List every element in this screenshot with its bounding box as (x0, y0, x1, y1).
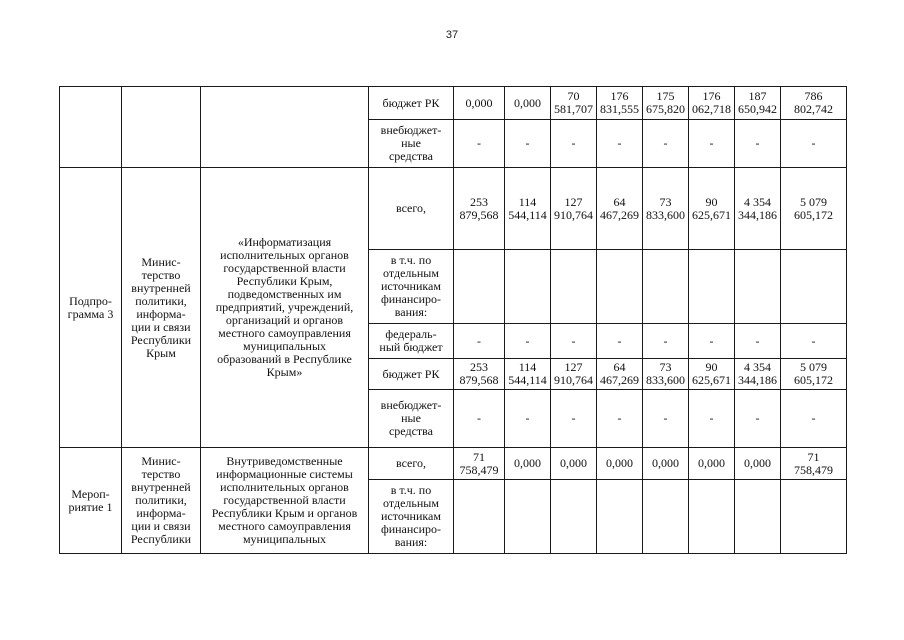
value-cell: 253 879,568 (454, 359, 505, 390)
value-cell: - (643, 390, 689, 448)
value-cell: 5 079 605,172 (781, 359, 847, 390)
value-cell: 5 079 605,172 (781, 168, 847, 250)
value-cell: - (505, 390, 551, 448)
value-cell: 71 758,479 (454, 448, 505, 480)
value-cell (551, 480, 597, 554)
value-cell: - (781, 390, 847, 448)
cell-empty (122, 87, 201, 168)
value-cell (643, 480, 689, 554)
subprogram-title: «Информатизация исполнительных органов государственной власти Республики Крым, подведомственных им предприятий, учреждений, организаций и органов местного самоуправления муниципальных образований в Республике Крым» (201, 168, 369, 448)
value-cell (643, 250, 689, 324)
table-row (60, 448, 847, 480)
value-cell: - (781, 324, 847, 359)
value-cell: - (597, 324, 643, 359)
row-label: бюджет РК (369, 87, 454, 120)
value-cell: 0,000 (454, 87, 505, 120)
value-cell: 253 879,568 (454, 168, 505, 250)
value-cell: 90 625,671 (689, 359, 735, 390)
cell-empty (201, 87, 369, 168)
value-cell: - (454, 324, 505, 359)
page-number: 37 (445, 29, 459, 41)
value-cell: 0,000 (551, 448, 597, 480)
value-cell: 0,000 (597, 448, 643, 480)
row-label: внебюджет- ные средства (369, 390, 454, 448)
row-label: федераль- ный бюджет (369, 324, 454, 359)
value-cell: 4 354 344,186 (735, 359, 781, 390)
row-label: внебюджет- ные средства (369, 120, 454, 168)
subprogram-name: Подпро- грамма 3 (60, 168, 122, 448)
value-cell: 175 675,820 (643, 87, 689, 120)
value-cell: - (551, 390, 597, 448)
value-cell: 127 910,764 (551, 359, 597, 390)
value-cell: 73 833,600 (643, 168, 689, 250)
value-cell: - (689, 120, 735, 168)
value-cell: - (505, 324, 551, 359)
value-cell: 90 625,671 (689, 168, 735, 250)
value-cell (689, 480, 735, 554)
value-cell (597, 480, 643, 554)
value-cell: 71 758,479 (781, 448, 847, 480)
value-cell: 127 910,764 (551, 168, 597, 250)
value-cell (781, 480, 847, 554)
value-cell (781, 250, 847, 324)
value-cell: 64 467,269 (597, 168, 643, 250)
value-cell: 176 062,718 (689, 87, 735, 120)
value-cell: 114 544,114 (505, 168, 551, 250)
value-cell: - (735, 324, 781, 359)
value-cell: 0,000 (505, 448, 551, 480)
value-cell (505, 250, 551, 324)
value-cell: 187 650,942 (735, 87, 781, 120)
row-label: в т.ч. по отдельным источникам финансиро- вания: (369, 250, 454, 324)
value-cell: 0,000 (689, 448, 735, 480)
subprogram-executor: Минис- терство внутренней политики, информа- ции и связи Республики Крым (122, 168, 201, 448)
value-cell (597, 250, 643, 324)
value-cell (454, 480, 505, 554)
row-label: в т.ч. по отдельным источникам финансиро- вания: (369, 480, 454, 554)
value-cell: - (689, 324, 735, 359)
cell-empty (60, 87, 122, 168)
budget-table (59, 86, 847, 554)
value-cell: 114 544,114 (505, 359, 551, 390)
table-row (60, 87, 847, 120)
value-cell: - (643, 324, 689, 359)
value-cell (735, 480, 781, 554)
value-cell: - (597, 120, 643, 168)
table-row (60, 168, 847, 250)
value-cell: 64 467,269 (597, 359, 643, 390)
value-cell (735, 250, 781, 324)
row-label: всего, (369, 448, 454, 480)
value-cell: - (689, 390, 735, 448)
value-cell (505, 480, 551, 554)
value-cell (454, 250, 505, 324)
value-cell: 786 802,742 (781, 87, 847, 120)
value-cell: - (454, 390, 505, 448)
measure-name: Мероп- риятие 1 (60, 448, 122, 554)
row-label: бюджет РК (369, 359, 454, 390)
value-cell: - (551, 324, 597, 359)
measure-title: Внутриведомственные информационные системы исполнительных органов государственной власти Республики Крым и органов местного самоуправления муниципальных (201, 448, 369, 554)
value-cell: 4 354 344,186 (735, 168, 781, 250)
value-cell: - (643, 120, 689, 168)
value-cell: 70 581,707 (551, 87, 597, 120)
value-cell (551, 250, 597, 324)
value-cell: 0,000 (643, 448, 689, 480)
value-cell: - (597, 390, 643, 448)
value-cell (689, 250, 735, 324)
value-cell: - (551, 120, 597, 168)
value-cell: - (781, 120, 847, 168)
measure-executor: Минис- терство внутренней политики, информа- ции и связи Республики (122, 448, 201, 554)
value-cell: - (505, 120, 551, 168)
row-label: всего, (369, 168, 454, 250)
value-cell: - (735, 390, 781, 448)
value-cell: 0,000 (735, 448, 781, 480)
value-cell: 73 833,600 (643, 359, 689, 390)
value-cell: - (454, 120, 505, 168)
value-cell: 0,000 (505, 87, 551, 120)
value-cell: - (735, 120, 781, 168)
value-cell: 176 831,555 (597, 87, 643, 120)
